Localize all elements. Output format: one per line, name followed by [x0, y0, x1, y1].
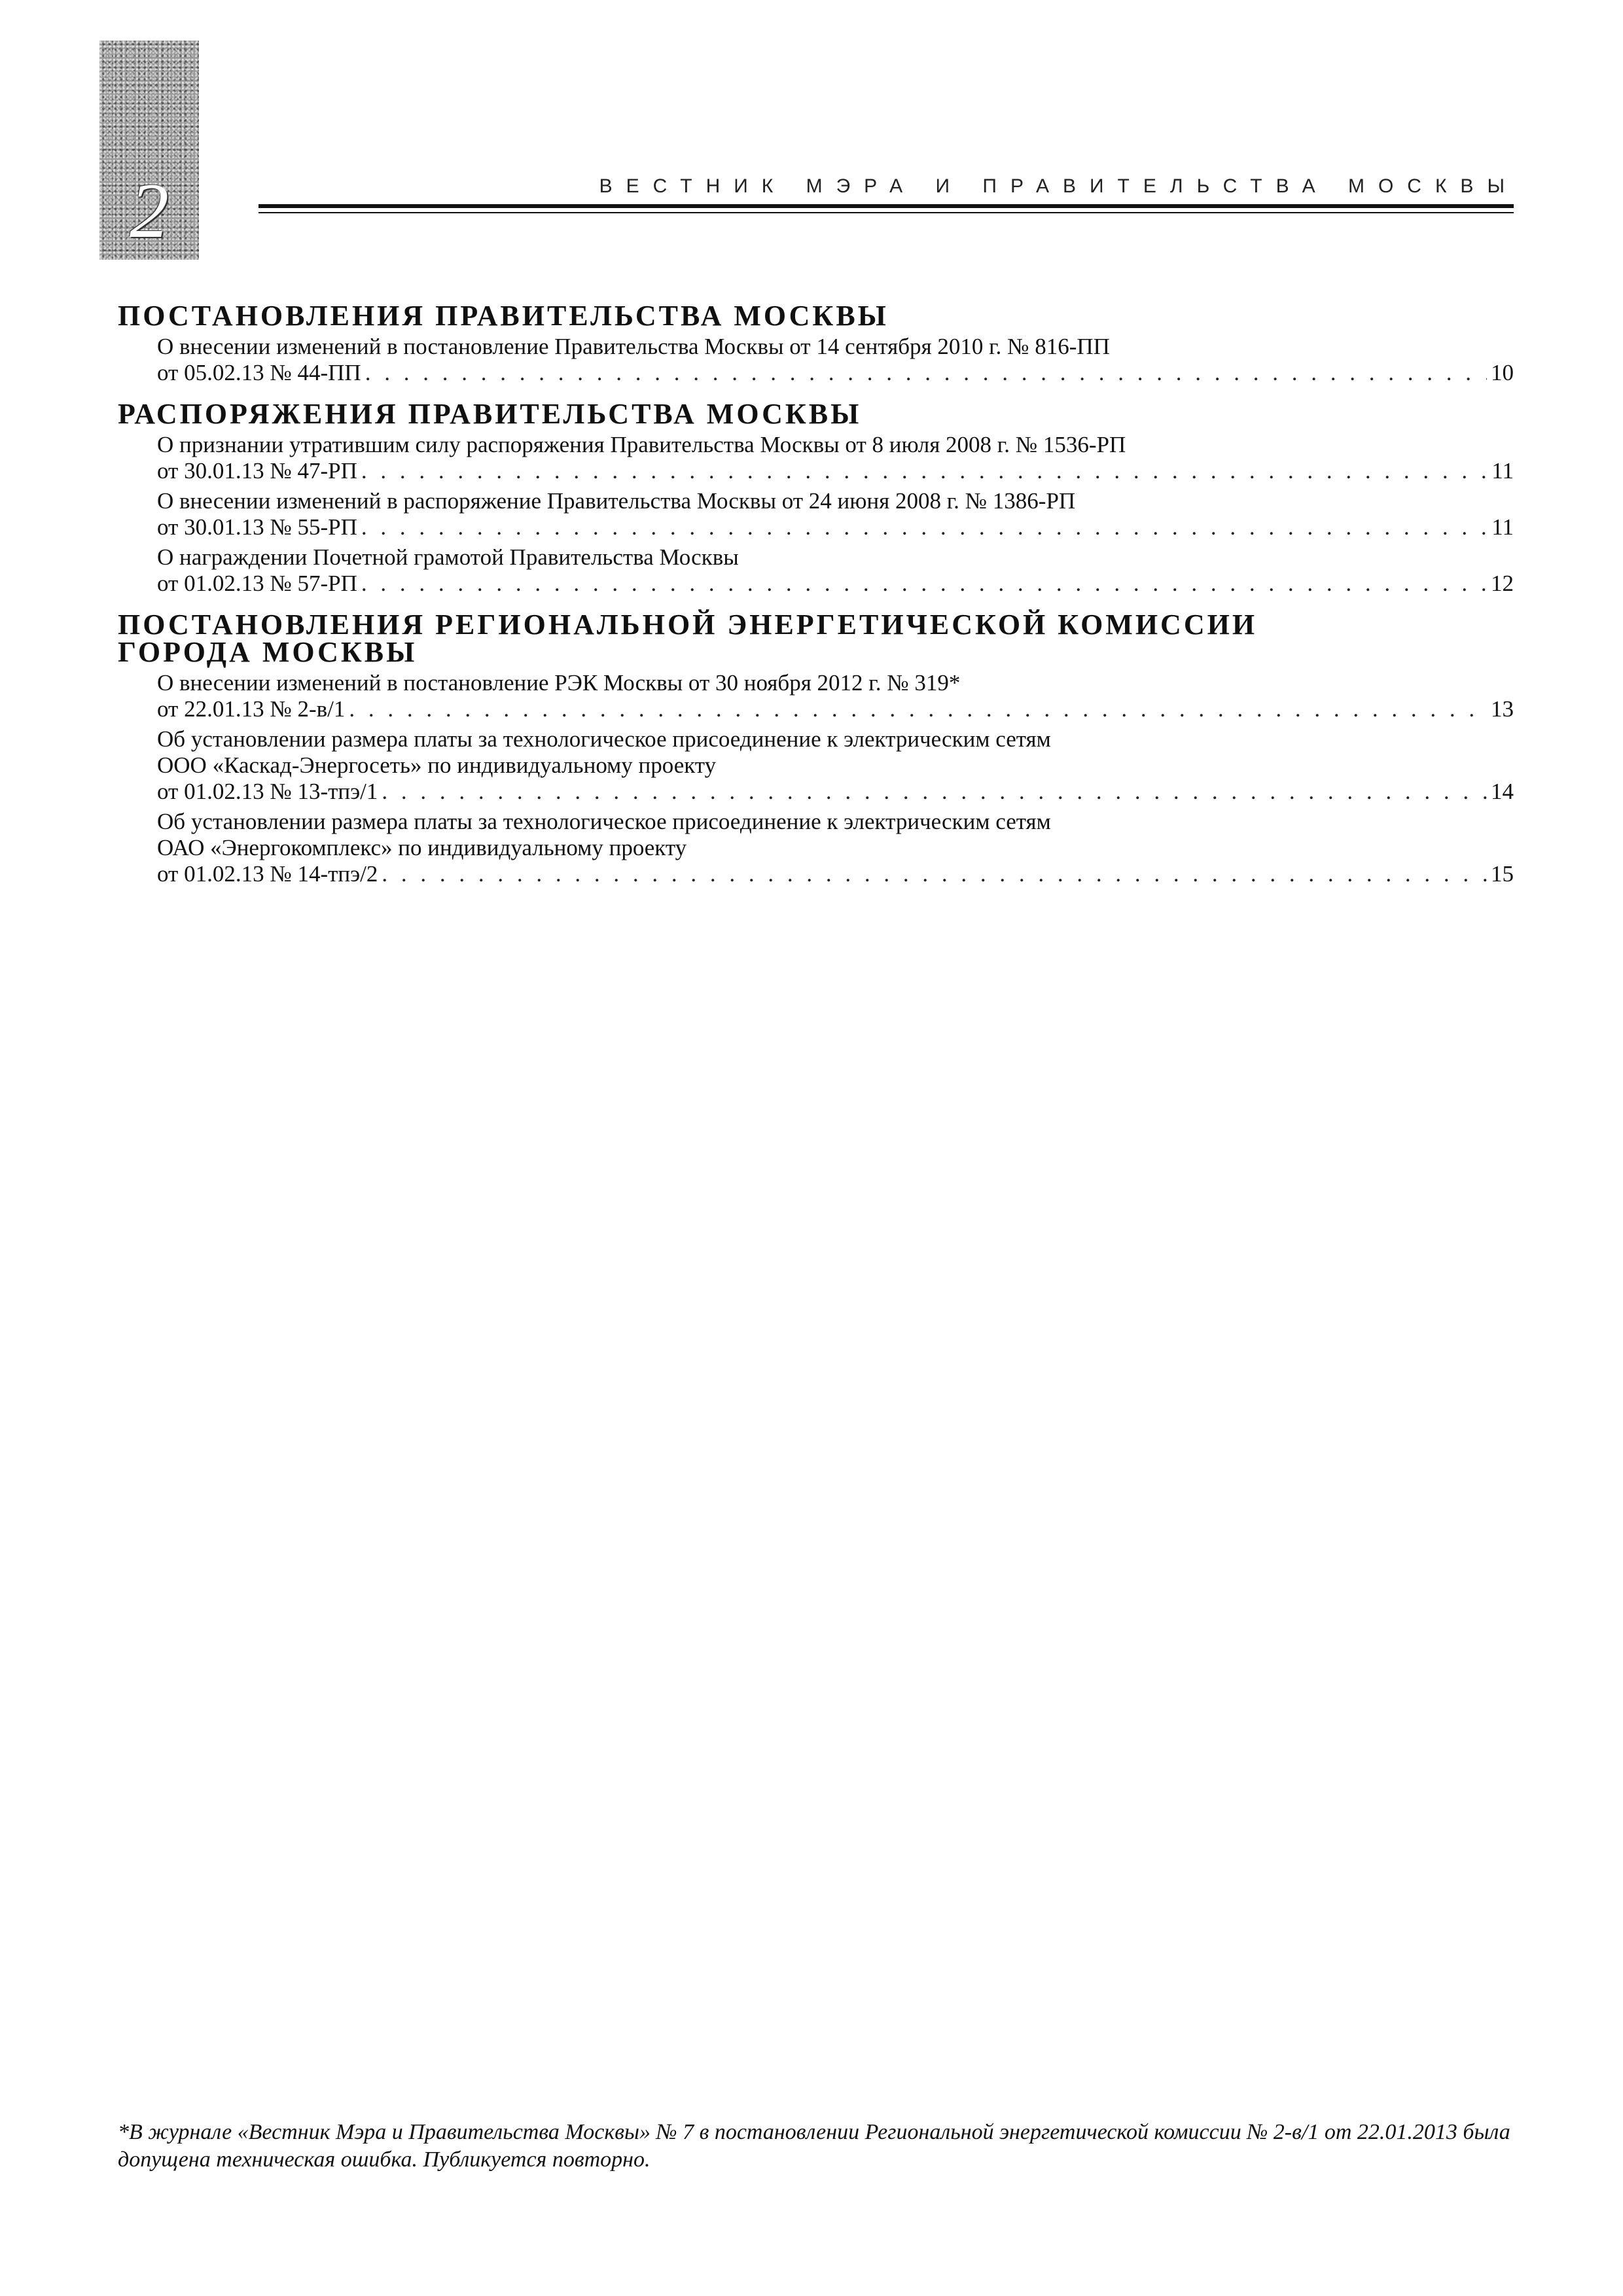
entry-title-line: ОАО «Энергокомплекс» по индивидуальному проекту [157, 835, 687, 860]
entry-page-number: 12 [1491, 571, 1514, 596]
dot-leader [382, 779, 1487, 805]
entry-page-number: 15 [1491, 861, 1514, 887]
entry-document-ref: от 05.02.13 № 44-ПП [157, 360, 361, 385]
toc-section [118, 400, 1514, 597]
section-title-line: РАСПОРЯЖЕНИЯ ПРАВИТЕЛЬСТВА МОСКВЫ [118, 398, 862, 430]
entry-title-line: О внесении изменений в постановление РЭК Москвы от 30 ноября 2012 г. № 319* [157, 670, 961, 696]
entry-page-number: 13 [1491, 696, 1514, 722]
entry-page-number: 11 [1491, 514, 1514, 540]
section-title [118, 302, 1514, 330]
dot-leader [361, 514, 1488, 540]
entry-page-number: 14 [1491, 779, 1514, 804]
toc-entry[interactable] [157, 670, 1514, 722]
toc-entry[interactable] [157, 809, 1514, 887]
entry-title-line: ООО «Каскад-Энергосеть» по индивидуальному проекту [157, 752, 717, 778]
entry-title-line: О награждении Почетной грамотой Правительства Москвы [157, 544, 739, 570]
header-rule-thin [259, 212, 1514, 213]
toc-section [118, 611, 1514, 887]
footnote: *В журнале «Вестник Мэра и Правительства Москвы» № 7 в постановлении Региональной энергетической комиссии № 2-в/1 от 22.01.2013 была допущена техническая ошибка. Публикуется повторно. [118, 2120, 1510, 2172]
entry-reference-row [157, 861, 1514, 887]
section-title-line: ГОРОДА МОСКВЫ [118, 636, 418, 668]
entry-document-ref: от 01.02.13 № 13-тпэ/1 [157, 779, 378, 804]
dot-leader [361, 458, 1488, 484]
entry-page-number: 10 [1491, 360, 1514, 385]
dot-leader [349, 696, 1487, 722]
entry-page-number: 11 [1491, 458, 1514, 484]
dot-leader [361, 571, 1487, 597]
page-number: 2 [130, 167, 169, 254]
entry-reference-row [157, 458, 1514, 484]
entry-document-ref: от 22.01.13 № 2-в/1 [157, 696, 346, 722]
entry-reference-row [157, 360, 1514, 386]
table-of-contents [118, 302, 1514, 902]
running-header-title: ВЕСТНИК МЭРА И ПРАВИТЕЛЬСТВА МОСКВЫ [599, 175, 1518, 197]
entry-reference-row [157, 696, 1514, 722]
page-number-block [99, 41, 199, 260]
entry-title-line: Об установлении размера платы за технологическое присоединение к электрическим сетям [157, 726, 1051, 752]
entry-reference-row [157, 779, 1514, 805]
toc-entry[interactable] [157, 334, 1514, 386]
entry-title-line: О внесении изменений в распоряжение Правительства Москвы от 24 июня 2008 г. № 1386-РП [157, 488, 1076, 514]
toc-entry[interactable] [157, 544, 1514, 597]
section-title [118, 611, 1514, 666]
section-title [118, 400, 1514, 428]
dot-leader [365, 360, 1487, 386]
entry-reference-row [157, 571, 1514, 597]
header-rule-thick [259, 204, 1514, 208]
entry-title-line: О внесении изменений в постановление Правительства Москвы от 14 сентября 2010 г. № 816-ПП [157, 334, 1110, 359]
entry-title-line: Об установлении размера платы за технологическое присоединение к электрическим сетям [157, 809, 1051, 834]
toc-section [118, 302, 1514, 386]
dot-leader [382, 861, 1487, 887]
entry-document-ref: от 30.01.13 № 47-РП [157, 458, 357, 484]
toc-entry[interactable] [157, 726, 1514, 805]
section-title-line: ПОСТАНОВЛЕНИЯ РЕГИОНАЛЬНОЙ ЭНЕРГЕТИЧЕСКОЙ КОМИССИИ [118, 609, 1258, 641]
entry-document-ref: от 30.01.13 № 55-РП [157, 514, 357, 540]
section-title-line: ПОСТАНОВЛЕНИЯ ПРАВИТЕЛЬСТВА МОСКВЫ [118, 300, 889, 332]
toc-entry[interactable] [157, 432, 1514, 484]
toc-entry[interactable] [157, 488, 1514, 540]
entry-reference-row [157, 514, 1514, 540]
entry-document-ref: от 01.02.13 № 57-РП [157, 571, 357, 596]
entry-title-line: О признании утратившим силу распоряжения Правительства Москвы от 8 июля 2008 г. № 1536-РП [157, 432, 1126, 457]
entry-document-ref: от 01.02.13 № 14-тпэ/2 [157, 861, 378, 887]
